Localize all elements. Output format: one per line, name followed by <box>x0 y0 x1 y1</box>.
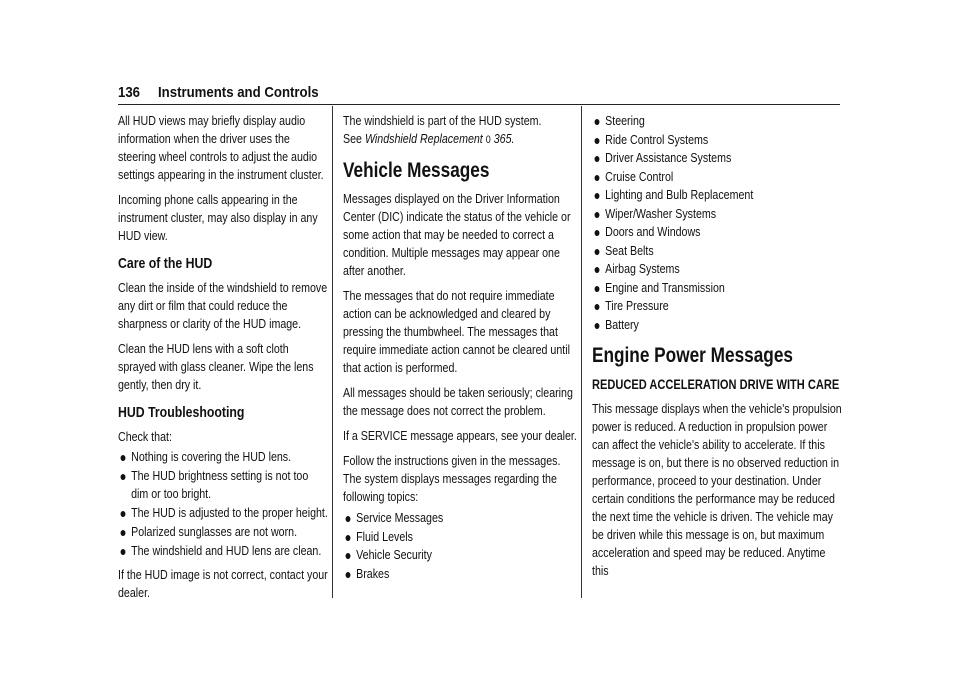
bullet-icon: ● <box>119 449 127 465</box>
list-item: ● Brakes <box>344 565 390 582</box>
bullet-icon: ● <box>593 150 601 166</box>
list-item: ● Battery <box>593 316 639 333</box>
page-reference-arrow-icon: 0 <box>485 134 491 146</box>
column-right <box>592 112 842 587</box>
list-item: ● Service Messages <box>344 510 444 526</box>
paragraph: Clean the HUD lens with a soft cloth sprayed with glass cleaner. Wipe the lens gently, then dry it. <box>118 341 314 392</box>
cross-reference-page[interactable]: 365 <box>493 131 512 146</box>
paragraph: Clean the inside of the windshield to remove any dirt or film that could reduce the sharpness or clarity of the HUD image. <box>118 280 328 331</box>
heading-hud-troubleshooting: HUD Troubleshooting <box>118 404 245 421</box>
bullet-icon: ● <box>119 505 127 521</box>
list-item: ● Lighting and Bulb Replacement <box>593 187 754 203</box>
bullet-icon: ● <box>119 543 127 559</box>
bullet-icon: ● <box>593 316 601 333</box>
heading-care-of-hud: Care of the HUD <box>118 255 213 272</box>
bullet-icon: ● <box>344 510 352 526</box>
list-item: ● Tire Pressure <box>593 298 669 314</box>
list-item: ● Airbag Systems <box>593 261 680 277</box>
checklist <box>118 448 328 560</box>
paragraph: Follow the instructions given in the messages. The system displays messages regarding the following topics: <box>343 453 561 504</box>
paragraph: This message displays when the vehicle's propulsion power is reduced. A reduction in propulsion power can affect the vehicle's ability to accelerate. If this message is on, but there is no observed reduction in performance, proceed to your destination. Under certain conditions the performance may be reduced the next time the vehicle is driven. The vehicle may be driven while this message is on, but maximum acceleration and speed may be reduced. Anytime this <box>592 400 842 578</box>
list-item: ● Steering <box>593 113 645 129</box>
bullet-icon: ● <box>593 261 601 277</box>
list-item: ● Polarized sunglasses are not worn. <box>119 524 298 540</box>
list-item: ● Driver Assistance Systems <box>593 150 732 166</box>
bullet-icon: ● <box>593 242 601 259</box>
page-header <box>118 80 840 105</box>
paragraph: All messages should be taken seriously; clearing the message does not correct the problem. <box>343 385 573 418</box>
paragraph: Incoming phone calls appearing in the instrument cluster, may also display in any HUD view. <box>118 192 318 243</box>
list-item: ● The HUD is adjusted to the proper height. <box>119 505 328 521</box>
list-item: ● Engine and Transmission <box>593 279 725 296</box>
column-divider-1 <box>332 106 333 256</box>
list-item: ● Nothing is covering the HUD lens. <box>119 449 292 465</box>
topic-list-continued <box>592 112 842 334</box>
list-item: ● Vehicle Security <box>344 547 432 563</box>
column-divider-2 <box>581 106 582 598</box>
topic-list <box>343 509 578 583</box>
bullet-icon: ● <box>119 468 127 484</box>
bullet-icon: ● <box>593 298 601 314</box>
list-item: ● Ride Control Systems <box>593 131 709 148</box>
bullet-icon: ● <box>593 279 601 296</box>
section-title: Instruments and Controls <box>158 84 319 101</box>
bullet-icon: ● <box>593 168 601 185</box>
page-number: 136 <box>118 84 141 101</box>
paragraph: If a SERVICE message appears, see your dealer. <box>343 428 577 443</box>
paragraph: Check that: <box>118 429 172 444</box>
list-item: ● Seat Belts <box>593 242 654 259</box>
list-item: ● Wiper/Washer Systems <box>593 205 717 222</box>
bullet-icon: ● <box>593 205 601 222</box>
list-item: ● Fluid Levels <box>344 528 414 545</box>
bullet-icon: ● <box>593 224 601 240</box>
bullet-icon: ● <box>593 131 601 148</box>
bullet-icon: ● <box>344 565 352 582</box>
list-item: ● Doors and Windows <box>593 224 701 240</box>
bullet-icon: ● <box>593 187 601 203</box>
bullet-icon: ● <box>119 524 127 540</box>
paragraph: All HUD views may briefly display audio information when the driver uses the steering wheel controls to adjust the audio settings appearing in the instrument cluster. <box>118 113 324 182</box>
bullet-icon: ● <box>344 528 352 545</box>
paragraph: If the HUD image is not correct, contact your dealer. <box>118 567 328 600</box>
list-item: ● Cruise Control <box>593 168 674 185</box>
list-item: ● The HUD brightness setting is not too dim or too bright. <box>119 468 309 501</box>
paragraph: Messages displayed on the Driver Information Center (DIC) indicate the status of the vehicle or some action that may be needed to correct a condition. Multiple messages may appear one after another. <box>343 191 571 278</box>
bullet-icon: ● <box>593 113 601 129</box>
paragraph: The windshield is part of the HUD system. See Windshield Replacement 0 365. <box>343 113 542 146</box>
paragraph: The messages that do not require immediate action can be acknowledged and cleared by pressing the thumbwheel. The messages that require immediate action cannot be cleared until that action is performed. <box>343 288 570 375</box>
list-item: ● The windshield and HUD lens are clean. <box>119 543 322 559</box>
cross-reference-link[interactable]: Windshield Replacement <box>364 131 483 146</box>
heading-reduced-acceleration: REDUCED ACCELERATION DRIVE WITH CARE <box>592 376 840 392</box>
column-middle <box>343 112 578 589</box>
column-divider-1b <box>332 256 333 598</box>
heading-vehicle-messages: Vehicle Messages <box>343 159 490 182</box>
column-left <box>118 112 328 609</box>
heading-engine-power-messages: Engine Power Messages <box>592 343 793 367</box>
bullet-icon: ● <box>344 547 352 563</box>
